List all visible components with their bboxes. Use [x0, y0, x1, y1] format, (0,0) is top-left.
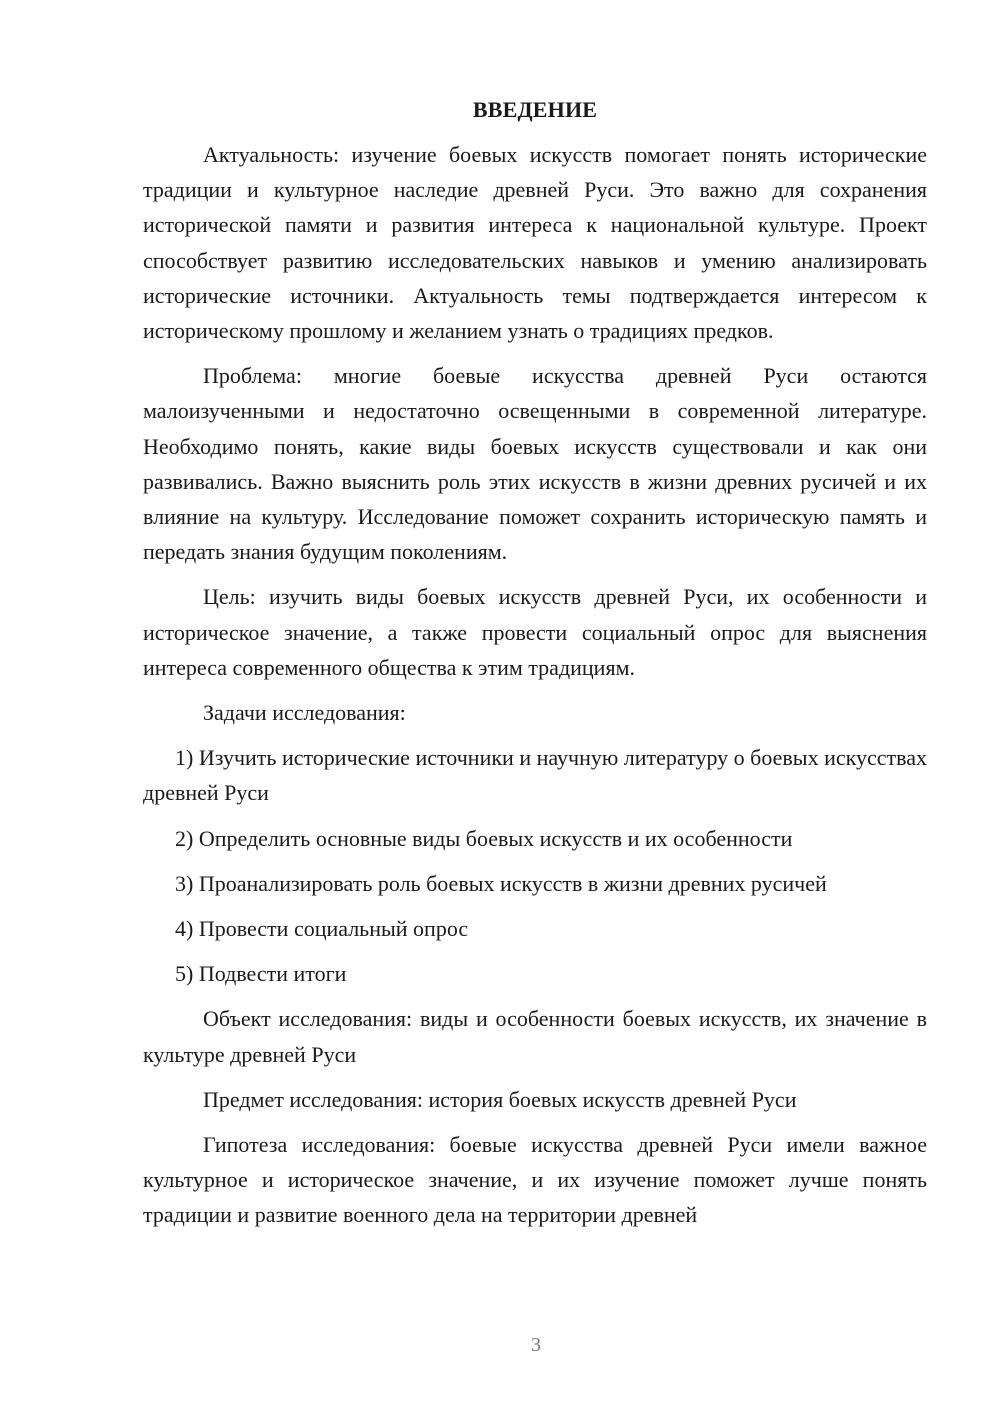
problem-paragraph: Проблема: многие боевые искусства древней Руси остаются малоизученными и недостаточно освещенными в современной литературе. Необходимо понять, какие виды боевых искусств существовали и как они развивались. Важно выяснить роль этих искусств в жизни древних русичей и их влияние на культуру. Исследование поможет сохранить историческую память и передать знания будущим поколениям.: [143, 363, 927, 565]
task-item-1: 1) Изучить исторические источники и научную литературу о боевых искусствах древней Руси: [143, 745, 927, 806]
task-item-3: 3) Проанализировать роль боевых искусств в жизни древних русичей: [175, 870, 827, 896]
goal-paragraph: Цель: изучить виды боевых искусств древней Руси, их особенности и историческое значение, а также провести социальный опрос для выяснения интереса современного общества к этим традициям.: [143, 584, 927, 680]
subject-paragraph: Предмет исследования: история боевых искусств древней Руси: [203, 1086, 797, 1112]
tasks-heading: Задачи исследования:: [203, 700, 406, 726]
page-content: [143, 92, 927, 1243]
page-title: ВВЕДЕНИЕ: [472, 97, 598, 122]
hypothesis-paragraph: Гипотеза исследования: боевые искусства древней Руси имели важное культурное и историческое значение, и их изучение поможет лучше понять традиции и развитие военного дела на территории древней: [143, 1132, 927, 1228]
task-item-5: 5) Подвести итоги: [175, 961, 347, 987]
task-item-4: 4) Провести социальный опрос: [175, 916, 469, 942]
task-item-2: 2) Определить основные виды боевых искусств и их особенности: [175, 825, 793, 851]
object-paragraph: Объект исследования: виды и особенности боевых искусств, их значение в культуре древней Руси: [143, 1006, 927, 1067]
relevance-paragraph: Актуальность: изучение боевых искусств помогает понять исторические традиции и культурное наследие древней Руси. Это важно для сохранения исторической памяти и развития интереса к национальной культуре. Проект способствует развитию исследовательских навыков и умению анализировать исторические источники. Актуальность темы подтверждается интересом к историческому прошлому и желанием узнать о традициях предков.: [143, 142, 927, 344]
page-number: 3: [531, 1334, 541, 1356]
